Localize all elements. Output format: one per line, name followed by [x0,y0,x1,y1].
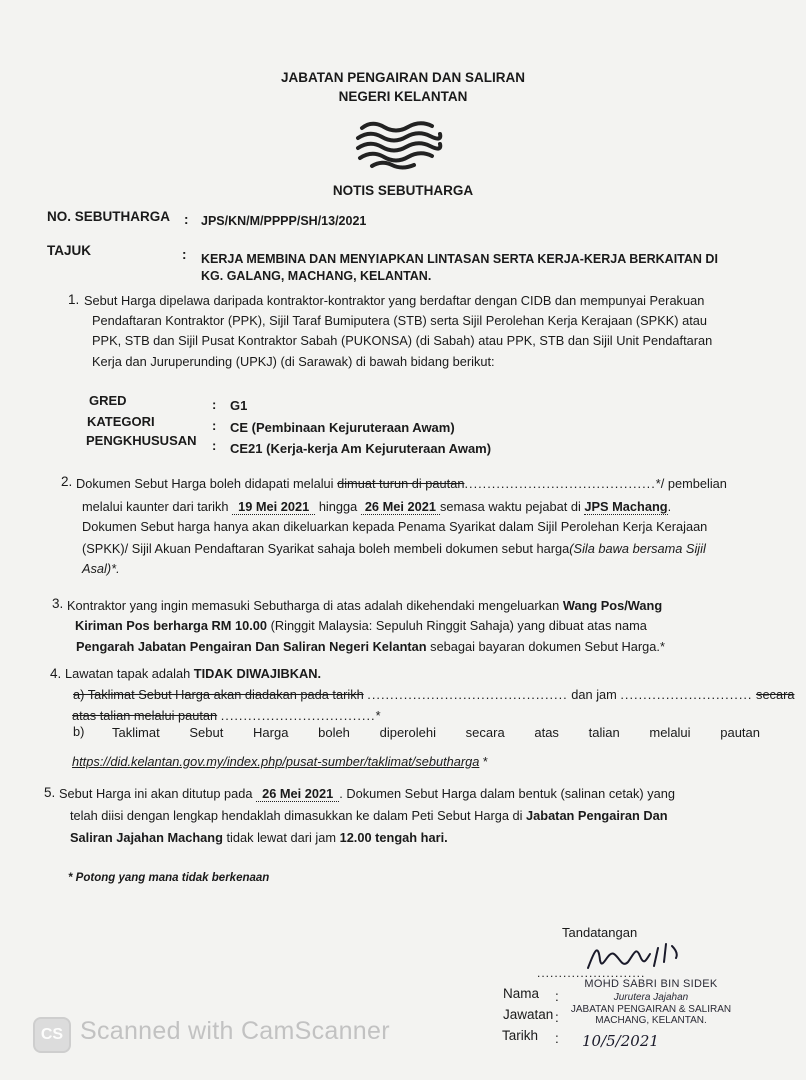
stamp-place: MACHANG, KELANTAN. [595,1015,707,1026]
para5-l2-bold: Jabatan Pengairan Dan [526,808,668,823]
kategori-value: CE (Pembinaan Kejuruteraan Awam) [230,420,455,435]
para2-l2-office: semasa waktu pejabat di [439,499,581,514]
para5-l3-text: tidak lewat dari jam [226,830,337,845]
title-line1: KERJA MEMBINA DAN MENYIAPKAN LINTASAN SERTA KERJA-KERJA BERKAITAN DI [201,252,718,266]
para1-number: 1. [68,292,80,307]
para4-line1 [65,664,321,684]
quotation-no-sep: : [184,212,189,227]
nama-label: Nama [503,986,540,1001]
para4-item-b-text [112,723,760,743]
quotation-no-value: JPS/KN/M/PPPP/SH/13/2021 [201,214,367,228]
para4-a-dots3: ..................................* [220,708,382,723]
title-line2: KG. GALANG, MACHANG, KELANTAN. [201,269,432,283]
quotation-no-label: NO. SEBUTHARGA [47,209,171,224]
tarikh-label: Tarikh [502,1028,539,1043]
notice-title: NOTIS SEBUTHARGA [332,183,474,198]
para5-l1-text: Sebut Harga ini akan ditutup pada [59,786,253,801]
title-sep: : [182,247,187,262]
para5-l3-time: 12.00 tengah hari. [339,830,448,845]
para4-a-dots1: ............................................ [367,687,568,702]
para2-l1-dots: .......................................... [464,476,656,491]
para3-l3-text: sebagai bayaran dokumen Sebut Harga.* [430,639,665,654]
para3-line1 [67,596,662,616]
official-stamp [566,978,736,1026]
para1-line4: Kerja dan Juruperunding (UPKJ) (di Sarawak) di bawah bidang berikut: [92,354,495,369]
para5-line3 [70,828,448,848]
org-name-line1: JABATAN PENGAIRAN DAN SALIRAN [280,70,525,85]
para4-item-a-line1 [73,685,794,705]
para2-l1-end: */ pembelian [655,476,727,491]
kategori-sep: : [212,418,217,433]
para2-l2-text: melalui kaunter dari tarikh [82,499,229,514]
para2-line4 [82,539,706,559]
para4-a-secara: secara [756,687,795,702]
camscanner-logo-icon [33,1017,71,1053]
para2-line3: Dokumen Sebut harga hanya akan dikeluarkan kepada Penama Syarikat dalam Sijil Perolehan Kerja Kerajaan [82,519,708,534]
org-name-line2: NEGERI KELANTAN [338,89,468,104]
para3-line3 [76,637,665,657]
para4-b-star: * [479,754,488,769]
para3-l1-text: Kontraktor yang ingin memasuki Sebutharga di atas adalah dikehendaki mengeluarkan [67,598,560,613]
para2-place: JPS Machang [584,499,668,514]
para4-a-dan: dan jam [571,687,617,702]
para4-item-b-line2 [72,752,488,772]
para4-number: 4. [50,666,62,681]
pengkhususan-label: PENGKHUSUSAN [86,433,197,448]
para5-l2-text: telah diisi dengan lengkap hendaklah dimasukkan ke dalam Peti Sebut Harga di [70,808,523,823]
para2-l4-italic: (Sila bawa bersama Sijil [569,541,706,556]
footnote: * Potong yang mana tidak berkenaan [68,872,270,884]
camscanner-badge-text: CS [40,1026,64,1043]
stamp-org: JABATAN PENGAIRAN & SALIRAN [570,1004,732,1015]
para4-b-sentence: Taklimat Sebut Harga boleh diperolehi secara atas talian melalui pautan [112,725,760,740]
para5-line1 [59,784,675,804]
para5-line2 [70,806,668,826]
para4-a-struck: a) Taklimat Sebut Harga akan diadakan pada tarikh [73,687,364,702]
para4-a-struck2: atas talian melalui pautan [72,708,218,723]
para3-l1-bold: Wang Pos/Wang [562,598,663,613]
para2-line5: Asal)*. [82,561,120,576]
para3-l2-bold: Kiriman Pos berharga RM 10.00 [75,618,268,633]
para2-number: 2. [61,474,73,489]
para5-l3-bold: Saliran Jajahan Machang [70,830,223,845]
pengkhususan-sep: : [212,438,217,453]
para1-line1: Sebut Harga dipelawa daripada kontraktor-kontraktor yang berdaftar dengan CIDB dan mempunyai Perakuan [84,293,705,308]
gred-value: G1 [230,398,248,413]
jawatan-label: Jawatan [503,1007,554,1022]
para2-line1 [76,474,727,494]
nama-sep: : [555,989,559,1004]
para2-date-start: 19 Mei 2021 [232,499,315,515]
para2-date-end: 26 Mei 2021 [361,499,440,515]
para4-a-dots2: ............................. [620,687,753,702]
title-label: TAJUK [47,243,92,258]
handwritten-date: 10/5/2021 [582,1032,659,1050]
para4-l1-bold: TIDAK DIWAJIBKAN. [193,666,322,681]
para3-l3-bold: Pengarah Jabatan Pengairan Dan Saliran Negeri Kelantan [76,639,427,654]
signature-dots: ......................... [537,966,646,980]
para3-l2-text: (Ringgit Malaysia: Sepuluh Ringgit Sahaja) yang dibuat atas nama [270,618,647,633]
stamp-name: MOHD SABRI BIN SIDEK [584,978,718,990]
para5-l1-rest: . Dokumen Sebut Harga dalam bentuk (salinan cetak) yang [339,786,675,801]
para5-close-date: 26 Mei 2021 [256,786,339,802]
signature-label: Tandatangan [562,925,638,940]
para3-number: 3. [52,596,64,611]
para3-line2 [75,616,647,636]
para2-l1-struck: dimuat turun di pautan [337,476,465,491]
para2-l1-text: Dokumen Sebut Harga boleh didapati melalui [76,476,334,491]
jawatan-sep: : [555,1010,559,1025]
para2-l4-text: (SPKK)/ Sijil Akuan Pendaftaran Syarikat sahaja boleh membeli dokumen sebut harga [82,541,570,556]
jps-logo-icon [352,118,444,170]
taklimat-link[interactable]: https://did.kelantan.gov.my/index.php/pusat-sumber/taklimat/sebutharga [72,754,480,769]
gred-label: GRED [89,393,127,408]
para4-item-b-label: b) [73,724,85,739]
para1-line3: PPK, STB dan Sijil Pusat Kontraktor Sabah (PUKONSA) (di Sabah) atau PPK, STB dan Sijil Unit Pendaftaran [92,333,713,348]
para5-number: 5. [44,785,56,800]
para2-line2: melalui kaunter dari tarikh 19 Mei 2021 hingga 26 Mei 2021 semasa waktu pejabat di JPS Machang. [82,499,672,514]
para2-l2-hingga: hingga [318,499,358,514]
kategori-label: KATEGORI [87,414,155,429]
gred-sep: : [212,397,217,412]
tarikh-sep: : [555,1031,559,1046]
camscanner-watermark-text: Scanned with CamScanner [80,1017,390,1045]
para4-l1-text: Lawatan tapak adalah [65,666,191,681]
para1-line2: Pendaftaran Kontraktor (PPK), Sijil Taraf Bumiputera (STB) serta Sijil Perolehan Kerja Kerajaan (SPKK) atau [92,313,708,328]
pengkhususan-value: CE21 (Kerja-kerja Am Kejuruteraan Awam) [230,441,492,456]
stamp-title: Jurutera Jajahan [613,992,689,1003]
